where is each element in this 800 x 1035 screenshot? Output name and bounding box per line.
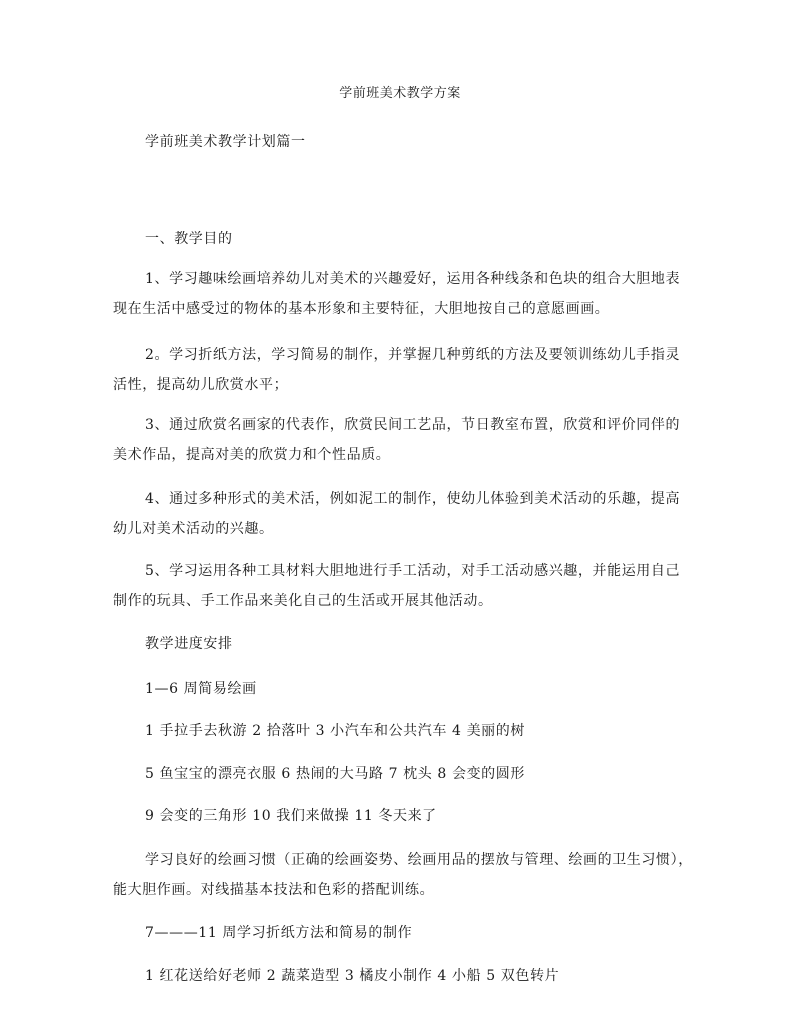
lessons-line-a: 1 手拉手去秋游 2 拾落叶 3 小汽车和公共汽车 4 美丽的树	[145, 723, 525, 739]
lessons-line-c: 9 会变的三角形 10 我们来做操 11 冬天来了	[145, 808, 437, 824]
weeks-7-11-heading: 7———11 周学习折纸方法和简易的制作	[145, 925, 413, 941]
habits-paragraph: 学习良好的绘画习惯（正确的绘画姿势、绘画用品的摆放与管理、绘画的卫生习惯），能大胆作画。对线描基本技法和色彩的搭配训练。	[113, 852, 693, 898]
goal-item-1: 1、学习趣味绘画培养幼儿对美术的兴趣爱好，运用各种线条和色块的组合大胆地表现在生活中感受过的物体的基本形象和主要特征，大胆地按自己的意愿画画。	[113, 271, 681, 317]
lessons-line-b: 5 鱼宝宝的漂亮衣服 6 热闹的大马路 7 枕头 8 会变的圆形	[145, 766, 525, 782]
goal-item-5: 5、学习运用各种工具材料大胆地进行手工活动，对手工活动感兴趣，并能运用自己制作的玩具、手工作品来美化自己的生活或开展其他活动。	[113, 563, 681, 609]
document-title: 学前班美术教学方案	[339, 86, 461, 101]
goal-item-2: 2。学习折纸方法，学习简易的制作，并掌握几种剪纸的方法及要领训练幼儿手指灵活性，提高幼儿欣赏水平；	[113, 347, 681, 393]
schedule-heading: 教学进度安排	[145, 636, 233, 652]
goal-item-3: 3、通过欣赏名画家的代表作，欣赏民间工艺品，节日教室布置，欣赏和评价同伴的美术作品，提高对美的欣赏力和个性品质。	[113, 417, 681, 463]
lessons-line-d: 1 红花送给好老师 2 蔬菜造型 3 橘皮小制作 4 小船 5 双色转片	[145, 968, 560, 984]
weeks-1-6-heading: 1—6 周简易绘画	[145, 681, 257, 697]
goal-item-4: 4、通过多种形式的美术活，例如泥工的制作，使幼儿体验到美术活动的乐趣，提高幼儿对美术活动的兴趣。	[113, 491, 681, 537]
section-heading: 一、教学目的	[145, 231, 233, 247]
document-subtitle: 学前班美术教学计划篇一	[145, 134, 306, 150]
